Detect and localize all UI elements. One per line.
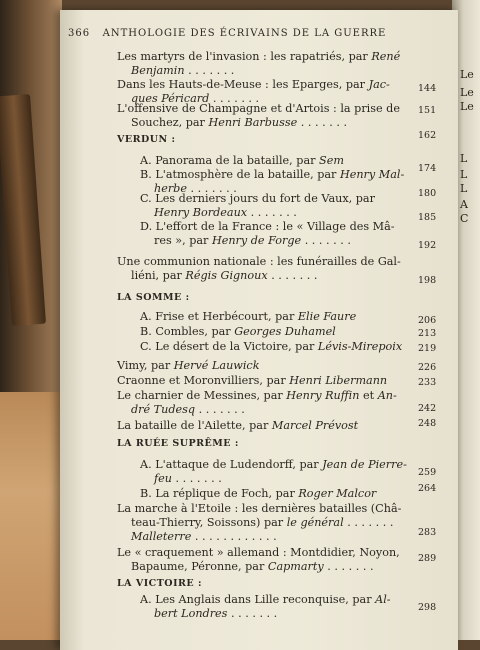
toc-entry-line: Malleterre . . . . . . . . . . . . <box>131 530 277 543</box>
page-ref: 144 <box>418 83 437 94</box>
page-ref: 174 <box>418 163 437 174</box>
page-ref: 298 <box>418 602 437 613</box>
toc-entry-line: Les martyrs de l'invasion : les rapatriés, par René <box>117 50 401 63</box>
toc-entry-line: liéni, par Régis Gignoux . . . . . . . <box>131 269 318 282</box>
section-heading: LA RUÉE SUPRÊME : <box>117 438 239 449</box>
toc-entry-line: Souchez, par Henri Barbusse . . . . . . . <box>131 116 348 129</box>
page-ref: 283 <box>418 527 437 538</box>
toc-entry-line: ques Péricard . . . . . . . <box>131 92 260 105</box>
toc-entry-line: teau-Thierry, Soissons) par le général . . . . . . . <box>131 516 394 529</box>
toc-entry-line: Dans les Hauts-de-Meuse : les Eparges, par Jac- <box>117 78 390 91</box>
toc-entry-line: Craonne et Moronvilliers, par Henri Libermann <box>117 374 388 387</box>
toc-entry-line: A. Frise et Herbécourt, par Elie Faure <box>140 310 357 323</box>
page-number: 366 <box>68 28 91 39</box>
toc-entry-line: A. L'attaque de Ludendorff, par Jean de Pierre- <box>140 458 407 471</box>
page-ref: 248 <box>418 418 437 429</box>
toc-entry-line: res », par Henry de Forge . . . . . . . <box>154 234 351 247</box>
page-ref: 226 <box>418 362 437 373</box>
page-ref: 213 <box>418 328 437 339</box>
toc-entry-line: La bataille de l'Ailette, par Marcel Prévost <box>117 419 359 432</box>
page-ref: 219 <box>418 343 437 354</box>
toc-entry-line: B. La réplique de Foch, par Roger Malcor <box>140 487 377 500</box>
toc-entry-line: D. L'effort de la France : le « Village des Mâ- <box>140 220 395 233</box>
toc-entry-line: C. Le désert de la Victoire, par Lévis-Mirepoix <box>140 340 403 353</box>
toc-entry-line: Bapaume, Péronne, par Capmarty . . . . . . . <box>131 560 374 573</box>
toc-entry-line: Le charnier de Messines, par Henry Ruffin et An- <box>117 389 397 402</box>
toc-entry-line: Benjamin . . . . . . . <box>131 64 235 77</box>
toc-entry-line: C. Les derniers jours du fort de Vaux, par <box>140 192 375 205</box>
page-ref: 192 <box>418 240 437 251</box>
toc-entry-line: Une communion nationale : les funérailles de Gal- <box>117 255 401 268</box>
page-ref: 259 <box>418 467 437 478</box>
section-heading: LA SOMME : <box>117 292 190 303</box>
toc-entry-line: Le « craquement » allemand : Montdidier, Noyon, <box>117 546 400 559</box>
toc-entry-line: A. Les Anglais dans Lille reconquise, par Al- <box>140 593 391 606</box>
page-ref: 185 <box>418 212 437 223</box>
page-ref: 198 <box>418 275 437 286</box>
page-ref: 242 <box>418 403 437 414</box>
page-ref: 180 <box>418 188 437 199</box>
toc-entry-line: dré Tudesq . . . . . . . <box>131 403 245 416</box>
toc-entry-line: L'offensive de Champagne et d'Artois : la prise de <box>117 102 400 115</box>
toc-entry-line: Vimy, par Hervé Lauwick <box>117 359 260 372</box>
toc-entry-line: A. Panorama de la bataille, par Sem <box>140 154 344 167</box>
toc-entry-line: B. L'atmosphère de la bataille, par Henry Mal- <box>140 168 405 181</box>
page-ref: 206 <box>418 315 437 326</box>
running-title: ANTHOLOGIE DES ÉCRIVAINS DE LA GUERRE <box>102 28 387 39</box>
section-heading: VERDUN : <box>117 134 176 145</box>
toc-entry-line: feu . . . . . . . <box>154 472 222 485</box>
toc-entry-line: Henry Bordeaux . . . . . . . <box>154 206 297 219</box>
page-ref: 162 <box>418 130 437 141</box>
toc-entry-line: bert Londres . . . . . . . <box>154 607 278 620</box>
page-ref: 233 <box>418 377 437 388</box>
page-header <box>68 28 386 39</box>
toc-entry-line: herbe . . . . . . . <box>154 182 237 195</box>
toc-entry-line: B. Combles, par Georges Duhamel <box>140 325 336 338</box>
page-ref: 289 <box>418 553 437 564</box>
page-ref: 151 <box>418 105 437 116</box>
section-heading: LA VICTOIRE : <box>117 578 202 589</box>
page-ref: 264 <box>418 483 437 494</box>
toc-entry-line: La marche à l'Etoile : les dernières batailles (Châ- <box>117 502 402 515</box>
